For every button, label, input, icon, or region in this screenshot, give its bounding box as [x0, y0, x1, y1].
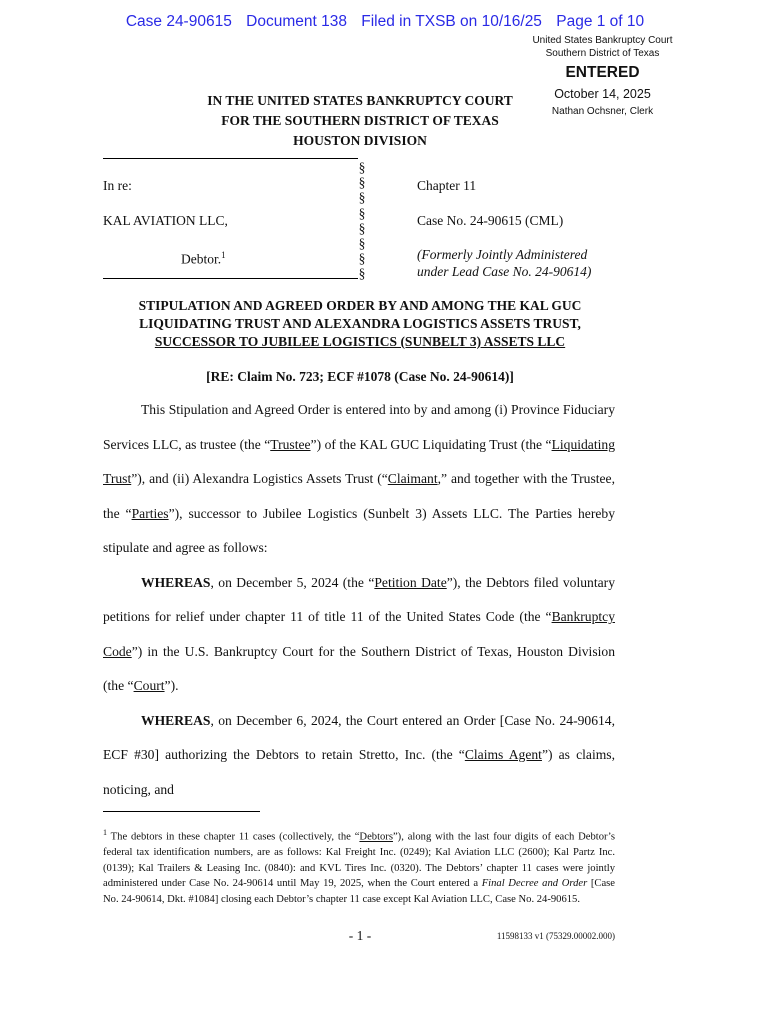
court-heading-line1: IN THE UNITED STATES BANKRUPTCY COURT — [207, 93, 513, 108]
document-id: 11598133 v1 (75329.00002.000) — [496, 931, 615, 941]
stamp-document: Document 138 — [246, 13, 347, 30]
debtor-name: KAL AVIATION LLC, — [103, 213, 228, 228]
text-run: ”). — [164, 678, 179, 693]
text-run: ”), along with the last four digits of each Debtor’s federal tax identification numbers, are as follows: Kal Freight Inc. (0249); Kal Aviation LLC (2600); Kal Partz Inc. (0139); Kal Trailers & Leasing Inc. (0840): and KVL Tires Inc. (0320). The Debtors’ chapter 11 cases were jointly administered under Case No. 24-90614 until May 19, 2025, when the Court entered a — [103, 831, 615, 890]
paragraph-intro — [103, 393, 615, 566]
section-mark: § — [358, 190, 366, 206]
text-run: ”) in the U.S. Bankruptcy Court for the Southern District of Texas, Houston Division (the “ — [103, 643, 615, 693]
footnote-number: 1 — [103, 828, 107, 837]
section-mark: § — [358, 220, 366, 236]
text-run: , on December 5, 2024 (the “ — [210, 574, 375, 590]
title-line2: LIQUIDATING TRUST AND ALEXANDRA LOGISTICS ASSETS TRUST, — [139, 316, 581, 331]
chapter-label: Chapter 11 — [417, 178, 477, 193]
court-heading-line3: HOUSTON DIVISION — [293, 133, 427, 148]
page-number: - 1 - — [348, 928, 372, 943]
defined-term-claimant: Claimant — [387, 471, 438, 486]
case-number: Case No. 24-90615 (CML) — [417, 213, 564, 228]
court-stamp-line1: United States Bankruptcy Court — [532, 35, 673, 46]
text-run: ”) of the KAL GUC Liquidating Trust (the “ — [310, 436, 552, 452]
clerk-name: Nathan Ochsner, Clerk — [551, 106, 654, 117]
defined-term-claims-agent: Claims Agent — [464, 747, 542, 762]
final-decree-title: Final Decree and Order — [481, 878, 588, 890]
caption-top-rule — [103, 158, 358, 159]
section-mark: § — [358, 160, 366, 175]
defined-term-court: Court — [133, 678, 165, 693]
section-mark: § — [358, 175, 366, 191]
court-heading — [160, 91, 560, 151]
body-text — [103, 393, 615, 807]
title-line3: SUCCESSOR TO JUBILEE LOGISTICS (SUNBELT 3) ASSETS LLC — [154, 334, 566, 349]
defined-term-trustee: Trustee — [270, 436, 311, 452]
text-run: ”) as claims, noticing, and — [103, 747, 615, 797]
title-line1: STIPULATION AND AGREED ORDER BY AND AMONG THE KAL GUC — [138, 298, 582, 313]
section-mark: § — [358, 266, 366, 282]
court-heading-line2: FOR THE SOUTHERN DISTRICT OF TEXAS — [221, 113, 499, 128]
footnote — [103, 825, 615, 908]
caption-bottom-rule — [103, 278, 358, 279]
filing-stamp — [0, 13, 770, 31]
defined-term-bankruptcy-code: Bankruptcy Code — [103, 609, 615, 659]
debtor-label — [181, 246, 226, 269]
stamp-filed: Filed in TXSB on 10/16/25 — [361, 13, 542, 30]
section-mark: § — [358, 251, 366, 267]
whereas-label: WHEREAS — [141, 712, 211, 728]
footnote-ref: 1 — [221, 250, 226, 260]
defined-term-debtors: Debtors — [359, 831, 393, 843]
text-run: ,” and together with the Trustee, the “ — [103, 471, 615, 521]
defined-term-liquidating-trust: Liquidating Trust — [103, 436, 615, 486]
debtor-label-text: Debtor. — [181, 251, 222, 267]
paragraph-whereas-petition — [103, 566, 615, 704]
re-claim-line: [RE: Claim No. 723; ECF #1078 (Case No. 24-90614)] — [206, 369, 514, 384]
text-run: This Stipulation and Agreed Order is entered into by and among (i) Province Fiduciary Services LLC, as trustee (the “ — [103, 402, 615, 452]
entered-date: October 14, 2025 — [554, 87, 651, 101]
court-entered-stamp — [520, 34, 685, 60]
defined-term-parties: Parties — [131, 505, 169, 521]
court-stamp-line2: Southern District of Texas — [545, 48, 660, 59]
section-mark: § — [358, 205, 366, 221]
entered-label: ENTERED — [565, 64, 640, 81]
text-run: , on December 6, 2024, the Court entered an Order [Case No. 24-90614, ECF #30] authorizing the Debtors to retain Stretto, Inc. (the “ — [103, 712, 615, 762]
in-re-label: In re: — [103, 178, 132, 193]
formerly-administered-line1: (Formerly Jointly Administered — [417, 247, 588, 262]
stamp-case: Case 24-90615 — [125, 13, 232, 30]
section-mark: § — [358, 236, 366, 252]
defined-term-petition-date: Petition Date — [374, 574, 447, 590]
formerly-administered-line2: under Lead Case No. 24-90614) — [417, 264, 592, 279]
footnote-rule — [103, 811, 260, 812]
paragraph-whereas-claims-agent — [103, 704, 615, 808]
document-title — [80, 297, 640, 351]
text-run: [Case No. 24-90614, Dkt. #1084] closing each Debtor’s chapter 11 case except Kal Aviation LLC, Case No. 24-90615. — [103, 878, 615, 905]
section-marks-column — [357, 160, 367, 282]
whereas-label: WHEREAS — [141, 574, 211, 590]
text-run: ”), and (ii) Alexandra Logistics Assets Trust (“ — [131, 471, 388, 486]
stamp-page: Page 1 of 10 — [556, 13, 645, 30]
text-run: The debtors in these chapter 11 cases (collectively, the “ — [107, 831, 360, 843]
text-run: ”), successor to Jubilee Logistics (Sunbelt 3) Assets LLC. The Parties hereby stipulate and agree as follows: — [103, 505, 615, 555]
text-run: ”), the Debtors filed voluntary petitions for relief under chapter 11 of title 11 of the United States Code (the “ — [103, 574, 615, 624]
